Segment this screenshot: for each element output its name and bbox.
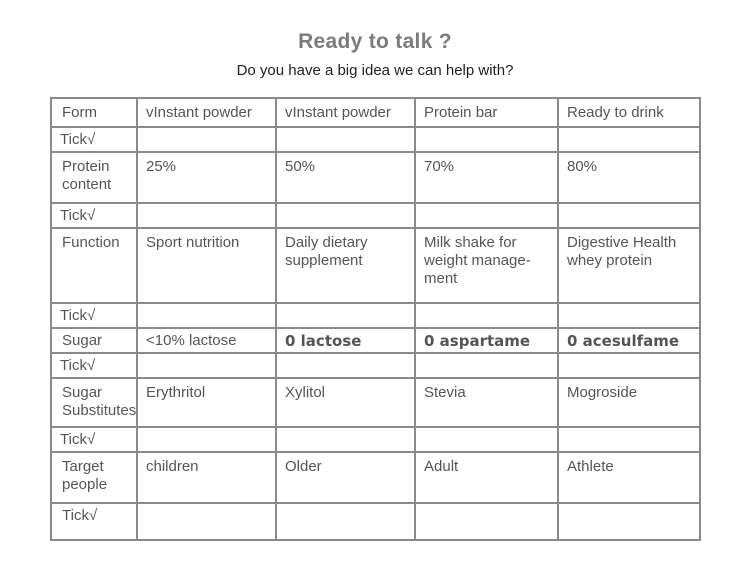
tick-cell[interactable]	[558, 127, 700, 152]
sugar-option-2: 0 lactose	[276, 328, 415, 353]
tick-label: Tick√	[51, 203, 137, 228]
tick-cell[interactable]	[276, 503, 415, 540]
substitutes-option-3: Stevia	[415, 378, 558, 427]
product-options-table	[50, 97, 701, 541]
tick-cell[interactable]	[276, 303, 415, 328]
protein-option-3: 70%	[415, 152, 558, 203]
tick-cell[interactable]	[276, 203, 415, 228]
sugar-row	[51, 328, 700, 353]
tick-row-sugar	[51, 353, 700, 378]
tick-cell[interactable]	[276, 353, 415, 378]
function-option-4: Digestive Health whey protein	[558, 228, 700, 303]
tick-label: Tick√	[51, 503, 137, 540]
tick-cell[interactable]	[415, 303, 558, 328]
protein-option-1: 25%	[137, 152, 276, 203]
tick-cell[interactable]	[276, 427, 415, 452]
function-option-3: Milk shake for weight manage-ment	[415, 228, 558, 303]
function-label: Function	[51, 228, 137, 303]
tick-cell[interactable]	[558, 503, 700, 540]
tick-row-function	[51, 303, 700, 328]
function-option-1: Sport nutrition	[137, 228, 276, 303]
function-row	[51, 228, 700, 303]
substitutes-row	[51, 378, 700, 427]
form-option-4: Ready to drink	[558, 98, 700, 127]
form-row	[51, 98, 700, 127]
tick-row-target	[51, 503, 700, 540]
tick-cell[interactable]	[137, 353, 276, 378]
target-option-2: Older	[276, 452, 415, 503]
protein-row	[51, 152, 700, 203]
tick-row-form	[51, 127, 700, 152]
substitutes-option-4: Mogroside	[558, 378, 700, 427]
sugar-option-3: 0 aspartame	[415, 328, 558, 353]
form-option-2: vInstant powder	[276, 98, 415, 127]
form-option-3: Protein bar	[415, 98, 558, 127]
target-option-4: Athlete	[558, 452, 700, 503]
tick-cell[interactable]	[415, 353, 558, 378]
tick-cell[interactable]	[137, 127, 276, 152]
page-title: Ready to talk ?	[298, 30, 452, 53]
tick-row-protein	[51, 203, 700, 228]
sugar-option-4: 0 acesulfame	[558, 328, 700, 353]
tick-cell[interactable]	[558, 353, 700, 378]
tick-cell[interactable]	[558, 203, 700, 228]
target-row	[51, 452, 700, 503]
substitutes-option-2: Xylitol	[276, 378, 415, 427]
protein-option-2: 50%	[276, 152, 415, 203]
tick-label: Tick√	[51, 427, 137, 452]
tick-row-substitutes	[51, 427, 700, 452]
form-option-1: vInstant powder	[137, 98, 276, 127]
tick-cell[interactable]	[137, 203, 276, 228]
substitutes-label: Sugar Substitutes	[51, 378, 137, 427]
sugar-label: Sugar	[51, 328, 137, 353]
target-option-3: Adult	[415, 452, 558, 503]
tick-label: Tick√	[51, 127, 137, 152]
tick-cell[interactable]	[415, 427, 558, 452]
tick-cell[interactable]	[415, 203, 558, 228]
tick-cell[interactable]	[137, 503, 276, 540]
substitutes-option-1: Erythritol	[137, 378, 276, 427]
page-subtitle: Do you have a big idea we can help with?	[236, 62, 514, 79]
tick-label: Tick√	[51, 353, 137, 378]
tick-cell[interactable]	[137, 303, 276, 328]
tick-label: Tick√	[51, 303, 137, 328]
form-label: Form	[51, 98, 137, 127]
target-option-1: children	[137, 452, 276, 503]
protein-option-4: 80%	[558, 152, 700, 203]
protein-label: Protein content	[51, 152, 137, 203]
tick-cell[interactable]	[558, 427, 700, 452]
function-option-2: Daily dietary supplement	[276, 228, 415, 303]
sugar-option-1: <10% lactose	[137, 328, 276, 353]
tick-cell[interactable]	[558, 303, 700, 328]
target-label: Target people	[51, 452, 137, 503]
tick-cell[interactable]	[137, 427, 276, 452]
tick-cell[interactable]	[276, 127, 415, 152]
tick-cell[interactable]	[415, 127, 558, 152]
tick-cell[interactable]	[415, 503, 558, 540]
